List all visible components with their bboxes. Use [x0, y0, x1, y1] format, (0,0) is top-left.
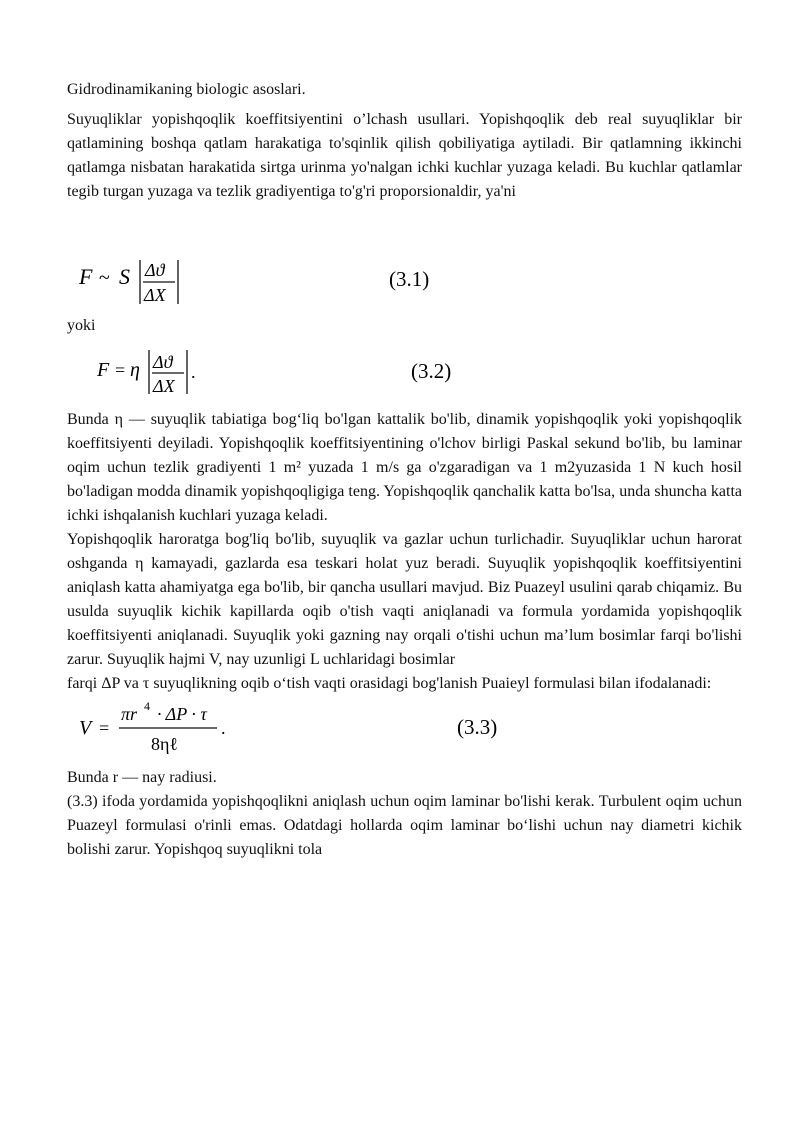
document-page — [67, 76, 742, 862]
equation-3-2 — [67, 338, 742, 406]
eq3-num-b: · ΔP · τ — [157, 704, 207, 724]
document-heading: Gidrodinamikaning biologic asoslari. — [67, 81, 306, 98]
eq2-denominator: ΔX — [153, 376, 175, 396]
paragraph-viscosity-definition: Suyuqliklar yopishqoqlik koeffitsiyentini o’lchash usullari. Yopishqoqlik deb real suyuqliklar bir qatlamining boshqa qatlam harakatiga to'sqinlik qilish qobiliyatiga aytiladi. Bir qatlamning ikkinchi qatlamga nisbatan harakatida sirtga urinma yo'nalgan ichki kuchlar yuzaga keladi. Bu kuchlar qatlamlar tegib turgan yuzaga va tezlik gradiyentiga to'g'ri proporsionaldir, ya'ni — [67, 111, 742, 200]
eq2-numerator: Δϑ — [153, 352, 173, 372]
eq2-lhs: F — [97, 359, 110, 381]
paragraph-temperature-dependence: Yopishqoqlik haroratga bog'liq bo'lib, suyuqlik va gazlar uchun turlichadir. Suyuqliklar uchun harorat oshganda η kamayadi, gazlarda esa teskari holat yuz beradi. Suyuqlik yopishqoqlik koeffitsiyentini aniqlash katta ahamiyatga ega bo'lib, bir qancha usullari mavjud. Biz Puazeyl usulini qarab chiqamiz. Bu usulda suyuqlik kichik kapillarda oqib o'tish vaqti aniqlanadi va formula yordamida yopishqoqlik koeffitsiyenti aniqlanadi. Suyuqlik yoki gazning nay orqali o'tishi uchun ma’lum bosimlar farqi bo'lishi zarur. Suyuqlik hajmi V, nay uzunligi L uchlaridagi bosimlar — [67, 531, 742, 668]
eq1-numerator: Δϑ — [145, 260, 165, 280]
svg-text:.: . — [191, 362, 196, 382]
eq3-label: (3.3) — [457, 715, 498, 739]
eq2-rel: = — [115, 360, 126, 380]
connector-word: yoki — [67, 317, 96, 334]
equation-3-3 — [67, 696, 742, 756]
paragraph-dynamic-viscosity: Bunda η — suyuqlik tabiatiga bog‘liq bo'lgan kattalik bo'lib, dinamik yopishqoqlik yoki yopishqoqlik koeffitsiyenti deyiladi. Yopishqoqlik koeffitsiyentining o'lchov birligi Paskal sekund bo'lib, bu laminar oqim uchun tezlik gradiyenti 1 m² yuzada 1 m/s ga o'zgaradigan va 1 m2yuzasida 1 N kuch hosil bo'ladigan modda dinamik yopishqoqligiga teng. Yopishqoqlik qanchalik katta bo'lsa, unda shuncha katta ichki ishqalanish kuchlari yuzaga keladi. — [67, 411, 742, 524]
paragraph-poiseuille-intro: farqi ΔP va τ suyuqlikning oqib o‘tish vaqti orasidagi bog'lanish Puaieyl formulasi bilan ifodalanadi: — [67, 675, 712, 692]
svg-text:.: . — [221, 718, 226, 738]
eq3-num-a: πr — [121, 704, 138, 724]
eq3-rel: = — [99, 718, 110, 738]
eq1-denominator: ΔX — [144, 285, 166, 305]
eq2-coef: η — [130, 359, 140, 381]
paragraph-laminar-condition: (3.3) ifoda yordamida yopishqoqlikni aniqlash uchun oqim laminar bo'lishi kerak. Turbulent oqim uchun Puazeyl formulasi o'rinli emas. Odatdagi hollarda oqim laminar bo‘lishi uchun nay diametri kichik bolishi zarur. Yopishqoq suyuqlikni tola — [67, 793, 742, 858]
equation-3-1 — [67, 204, 742, 314]
eq2-label: (3.2) — [411, 359, 452, 383]
eq1-label: (3.1) — [389, 267, 430, 291]
paragraph-radius-note: Bunda r — nay radiusi. — [67, 769, 217, 786]
eq1-rel: ~ — [99, 267, 110, 289]
eq3-denominator: 8ηℓ — [151, 734, 179, 754]
eq1-s: S — [119, 264, 130, 289]
eq1-lhs: F — [79, 264, 93, 289]
eq3-lhs: V — [79, 717, 92, 739]
eq3-num-exp: 4 — [144, 699, 150, 713]
